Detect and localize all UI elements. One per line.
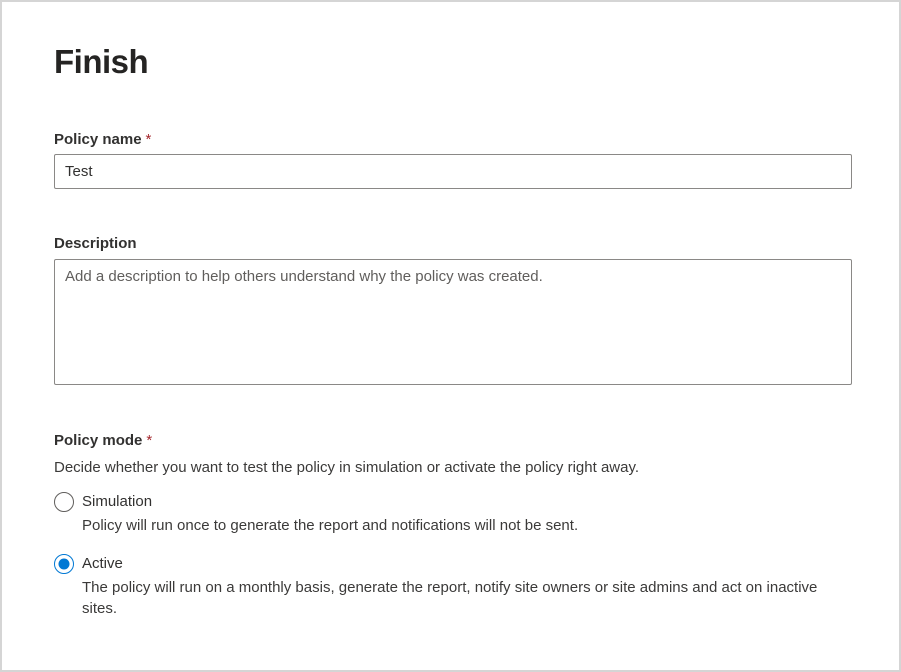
wizard-finish-step xyxy=(2,2,899,619)
active-radio-row[interactable] xyxy=(54,553,848,574)
page-title: Finish xyxy=(54,43,149,80)
description-field xyxy=(54,234,848,385)
required-asterisk: * xyxy=(146,432,153,449)
policy-name-label-text: Policy name xyxy=(54,131,142,148)
policy-name-input[interactable] xyxy=(54,154,852,189)
active-radio-label[interactable]: Active xyxy=(82,555,123,572)
simulation-radio-label[interactable]: Simulation xyxy=(82,493,153,510)
simulation-radio-button[interactable] xyxy=(54,492,74,512)
active-option-description: The policy will run on a monthly basis, generate the report, notify site owners or site admins and act on inactive sites. xyxy=(82,579,818,617)
active-radio-button[interactable] xyxy=(54,554,74,574)
required-asterisk: * xyxy=(145,131,152,148)
policy-mode-option-simulation xyxy=(54,491,848,536)
simulation-option-description: Policy will run once to generate the report and notifications will not be sent. xyxy=(82,517,579,534)
description-label xyxy=(54,234,848,254)
policy-mode-option-active xyxy=(54,553,848,619)
policy-mode-help-text: Decide whether you want to test the policy in simulation or activate the policy right away. xyxy=(54,459,640,476)
description-textarea[interactable] xyxy=(54,259,852,385)
policy-name-field xyxy=(54,130,848,189)
policy-mode-label xyxy=(54,431,848,451)
simulation-radio-row[interactable] xyxy=(54,491,848,512)
description-label-text: Description xyxy=(54,235,137,252)
policy-name-label xyxy=(54,130,848,150)
policy-mode-field xyxy=(54,431,848,619)
policy-mode-label-text: Policy mode xyxy=(54,432,143,449)
